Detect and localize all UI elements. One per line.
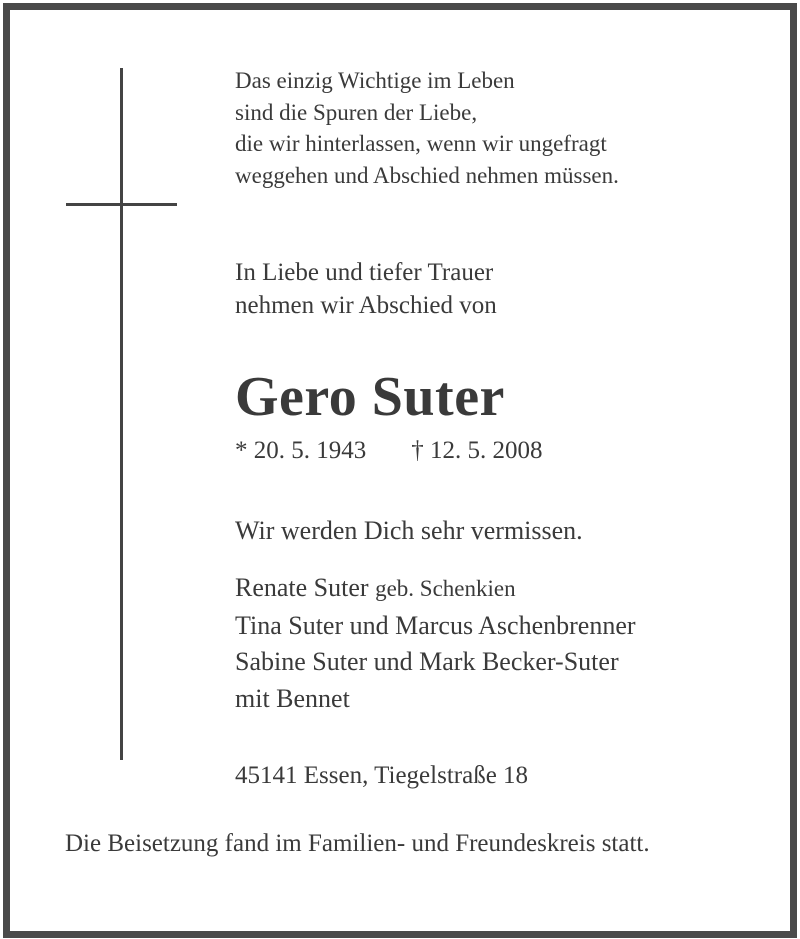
burial-note: Die Beisetzung fand im Familien- und Freundeskreis statt.: [65, 830, 650, 857]
family-address: 45141 Essen, Tiegelstraße 18: [235, 762, 529, 789]
death-date: † 12. 5. 2008: [411, 437, 543, 464]
memorial-quote: [235, 65, 619, 191]
quote-line: die wir hinterlassen, wenn wir ungefragt: [235, 131, 607, 156]
mourner-name: Renate Suter: [235, 573, 369, 602]
mourning-intro: [235, 256, 497, 322]
cross-icon-horizontal: [66, 203, 177, 206]
maiden-name: geb. Schenkien: [375, 576, 516, 601]
mourner-line: Sabine Suter und Mark Becker-Suter: [235, 647, 619, 676]
cross-icon-vertical: [120, 68, 123, 760]
obituary-notice: [3, 3, 797, 938]
quote-line: Das einzig Wichtige im Leben: [235, 68, 515, 93]
life-dates: [235, 435, 543, 467]
deceased-name: Gero Suter: [235, 366, 505, 428]
birth-date: * 20. 5. 1943: [235, 437, 367, 464]
quote-line: sind die Spuren der Liebe,: [235, 99, 478, 125]
farewell-message: Wir werden Dich sehr vermissen.: [235, 516, 583, 545]
mourners-list: [235, 570, 636, 717]
intro-line: nehmen wir Abschied von: [235, 292, 497, 319]
quote-line: weggehen und Abschied nehmen müssen.: [235, 162, 619, 188]
mourner-line: mit Bennet: [235, 683, 350, 713]
mourner-line: Tina Suter und Marcus Aschenbrenner: [235, 610, 636, 640]
intro-line: In Liebe und tiefer Trauer: [235, 259, 494, 286]
mourner-line: [235, 570, 636, 608]
